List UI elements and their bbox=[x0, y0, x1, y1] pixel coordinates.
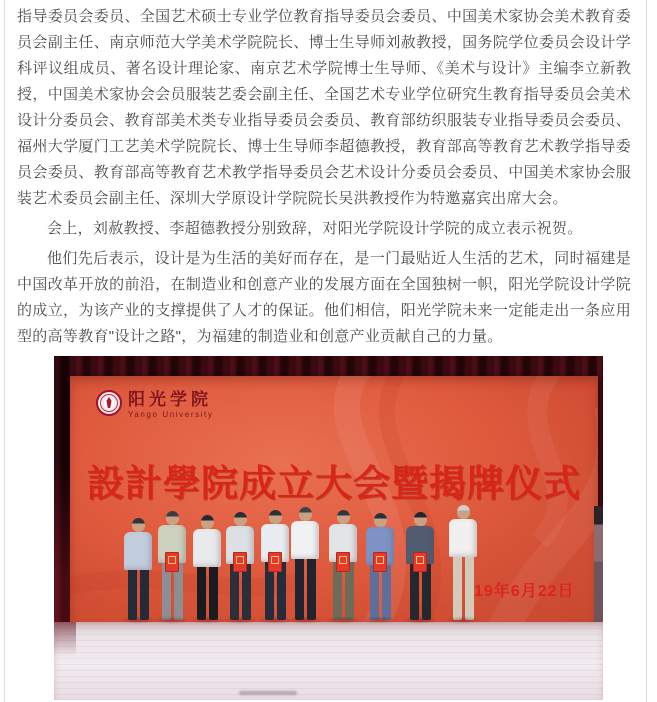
article-frame bbox=[4, 0, 647, 702]
person-head bbox=[234, 512, 247, 526]
article-body bbox=[5, 0, 646, 700]
red-certificate-folder bbox=[336, 552, 350, 572]
university-name-en: Yango University bbox=[128, 410, 214, 419]
person-head bbox=[132, 518, 145, 532]
banner-title: 設計學院成立大会暨揭牌仪式 bbox=[87, 463, 581, 504]
person-legs bbox=[290, 559, 320, 620]
person-head bbox=[414, 512, 427, 526]
ceremony-photo bbox=[54, 356, 603, 700]
red-certificate-folder bbox=[413, 552, 427, 572]
person bbox=[123, 518, 153, 620]
person-head bbox=[299, 507, 312, 521]
person bbox=[328, 510, 358, 620]
person-legs bbox=[405, 564, 435, 620]
person-head bbox=[269, 510, 282, 524]
person-shirt bbox=[193, 529, 221, 567]
person bbox=[225, 512, 255, 620]
person-legs bbox=[123, 570, 153, 620]
red-certificate-folder bbox=[373, 552, 387, 572]
red-certificate-folder bbox=[268, 552, 282, 572]
person-head bbox=[457, 505, 470, 519]
person bbox=[405, 512, 435, 620]
person-head bbox=[201, 515, 214, 529]
university-name-cn: 阳光学院 bbox=[128, 390, 212, 409]
red-certificate-folder bbox=[233, 552, 247, 572]
person-legs bbox=[192, 567, 222, 620]
person-legs bbox=[365, 565, 395, 620]
person bbox=[260, 510, 290, 620]
person-head bbox=[337, 510, 350, 524]
paragraph-guests: 指导委员会委员、全国艺术硕士专业学位教育指导委员会委员、中国美术家协会美术教育委员会副主任、南京师范大学美术学院院长、博士生导师刘赦教授，国务院学位委员会设计学科评议组成员、著名设计理论家、南京艺术学院博士生导师、《美术与设计》主编李立新教授，中国美术家协会会员服装艺委会副主任、全国艺术专业学位研究生教育指导委员会美术设计分委员会、教育部美术类专业指导委员会委员、教育部纺织服装专业指导委员会委员、福州大学厦门工艺美术学院院长、博士生导师李超德教授，教育部高等教育艺术教学指导委员会委员、教育部高等教育艺术教学指导委员会艺术设计分委员会委员、中国美术家协会服装艺术委员会副主任、深圳大学原设计学院院长吴洪教授作为特邀嘉宾出席大会。 bbox=[17, 8, 631, 207]
paragraph-remarks: 他们先后表示，设计是为生活的美好而存在，是一门最贴近人生活的艺术，同时福建是中国改革开放的前沿，在制造业和创意产业的发展方面在全国独树一帜，阳光学院设计学院的成立，为该产业的支撑提供了人才的保证。他们相信，阳光学院未来一定能走出一条应用型的高等教育"设计之路"，为福建的制造业和创意产业贡献自己的力量。 bbox=[17, 250, 631, 345]
person-shirt bbox=[291, 521, 319, 559]
person bbox=[157, 511, 187, 620]
person-shirt bbox=[124, 532, 152, 570]
person bbox=[290, 507, 320, 620]
person-legs bbox=[225, 564, 255, 620]
edge-person bbox=[594, 506, 603, 622]
person bbox=[192, 515, 222, 620]
person bbox=[448, 505, 478, 620]
banner-date: 19年6月22日 bbox=[474, 583, 575, 600]
person-head bbox=[374, 513, 387, 527]
red-certificate-folder bbox=[165, 552, 179, 572]
person-shirt bbox=[449, 519, 477, 557]
people-row bbox=[54, 356, 603, 700]
person-legs bbox=[448, 557, 478, 620]
person bbox=[365, 513, 395, 620]
paragraph-speeches: 会上，刘赦教授、李超德教授分别致辞，对阳光学院设计学院的成立表示祝贺。 bbox=[47, 220, 583, 237]
person-head bbox=[166, 511, 179, 525]
